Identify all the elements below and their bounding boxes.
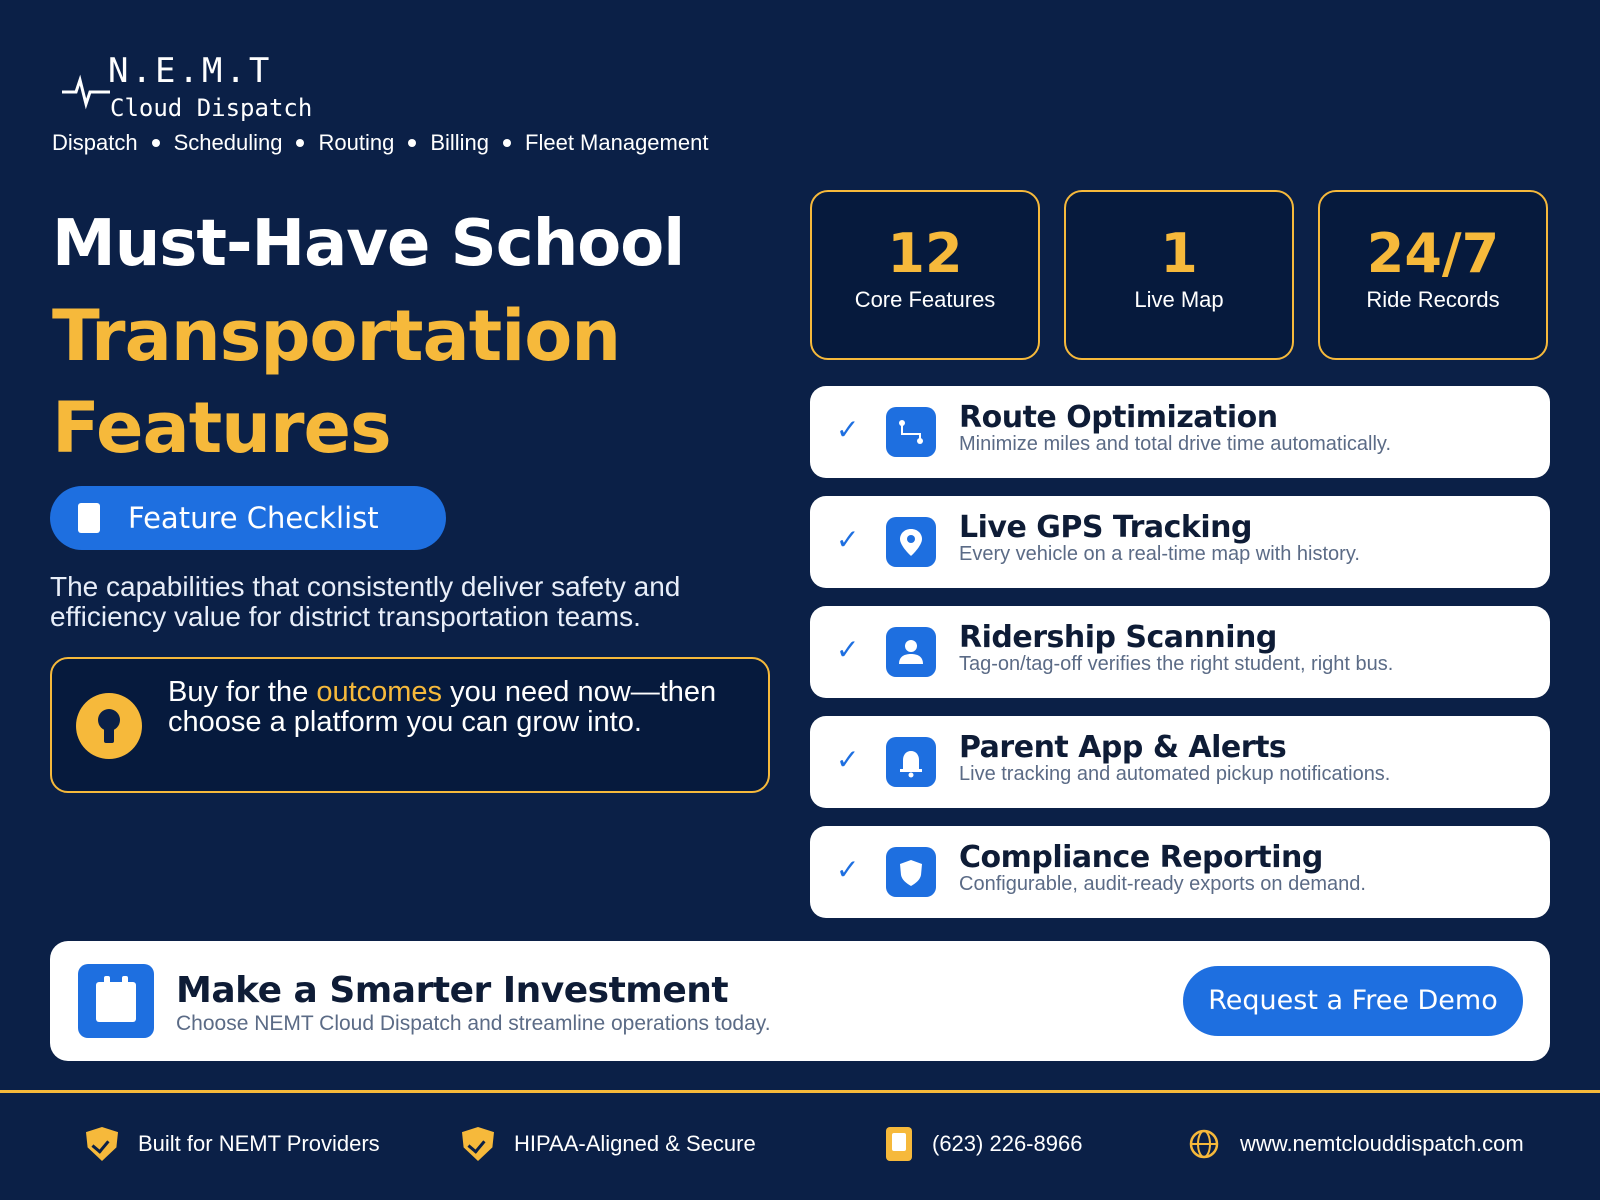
stat-label: Ride Records bbox=[1366, 287, 1500, 312]
document-icon bbox=[78, 503, 100, 533]
checkmark-icon: ✓ bbox=[836, 853, 860, 886]
checkmark-icon: ✓ bbox=[836, 743, 860, 776]
bullet-dot bbox=[152, 139, 160, 147]
footer-divider bbox=[0, 1090, 1600, 1093]
feature-card-parent-app-alerts bbox=[810, 716, 1550, 808]
stat-card bbox=[1318, 190, 1548, 360]
feature-description: Live tracking and automated pickup notifications. bbox=[959, 763, 1391, 785]
feature-title: Parent App & Alerts bbox=[959, 730, 1287, 765]
shield-check-icon bbox=[86, 1127, 118, 1161]
footer-text: Built for NEMT Providers bbox=[138, 1131, 380, 1156]
service-tagline bbox=[52, 128, 708, 158]
person-icon bbox=[886, 627, 936, 677]
title-line-1: Must-Have School bbox=[52, 207, 685, 281]
title-line-3: Features bbox=[52, 387, 391, 469]
route-icon bbox=[886, 407, 936, 457]
tip-text-part: you need now—then choose a platform you can grow into. bbox=[168, 676, 717, 738]
shield-icon bbox=[886, 847, 936, 897]
feature-description: Configurable, audit-ready exports on demand. bbox=[959, 873, 1366, 895]
footer-item-nemt bbox=[86, 1126, 380, 1162]
stat-card bbox=[1064, 190, 1294, 360]
feature-description: Every vehicle on a real-time map with history. bbox=[959, 543, 1360, 565]
tip-text-part: Buy for the bbox=[168, 676, 317, 708]
stat-value: 24/7 bbox=[1366, 222, 1500, 285]
feature-title: Ridership Scanning bbox=[959, 620, 1277, 655]
tagline-item: Routing bbox=[318, 130, 395, 155]
footer-item-hipaa bbox=[462, 1126, 756, 1162]
footer-text: HIPAA-Aligned & Secure bbox=[514, 1131, 756, 1156]
feature-checklist-pill bbox=[50, 486, 446, 550]
feature-title: Live GPS Tracking bbox=[959, 510, 1252, 545]
keyhole-icon bbox=[76, 693, 142, 759]
cta-subtitle: Choose NEMT Cloud Dispatch and streamline operations today. bbox=[176, 1012, 771, 1035]
feature-description: Minimize miles and total drive time automatically. bbox=[959, 433, 1392, 455]
stat-label: Live Map bbox=[1134, 287, 1224, 312]
checkmark-icon: ✓ bbox=[836, 523, 860, 556]
globe-icon bbox=[1188, 1127, 1220, 1161]
phone-number[interactable]: (623) 226-8966 bbox=[932, 1131, 1083, 1156]
stat-card bbox=[810, 190, 1040, 360]
checkmark-icon: ✓ bbox=[836, 633, 860, 666]
cta-banner bbox=[50, 941, 1550, 1061]
heartbeat-icon bbox=[62, 70, 112, 110]
stat-value: 1 bbox=[1160, 222, 1198, 285]
logo-title: N.E.M.T bbox=[108, 51, 273, 91]
request-demo-button[interactable]: Request a Free Demo bbox=[1183, 966, 1523, 1036]
feature-card-live-gps-tracking bbox=[810, 496, 1550, 588]
feature-card-route-optimization bbox=[810, 386, 1550, 478]
tip-text bbox=[168, 677, 748, 737]
bullet-dot bbox=[296, 139, 304, 147]
feature-card-compliance-reporting bbox=[810, 826, 1550, 918]
calendar-icon bbox=[78, 964, 154, 1038]
stat-value: 12 bbox=[887, 222, 963, 285]
tagline-item: Dispatch bbox=[52, 130, 138, 155]
pill-label: Feature Checklist bbox=[128, 501, 379, 535]
title-line-2: Transportation bbox=[52, 295, 621, 377]
tip-highlight: outcomes bbox=[316, 676, 443, 708]
website-link[interactable]: www.nemtclouddispatch.com bbox=[1240, 1131, 1524, 1156]
intro-text: The capabilities that consistently deliver safety and efficiency value for district transportation teams. bbox=[50, 571, 681, 632]
bell-icon bbox=[886, 737, 936, 787]
location-pin-icon bbox=[886, 517, 936, 567]
tip-callout bbox=[50, 657, 770, 793]
page-title bbox=[52, 198, 772, 474]
tagline-item: Fleet Management bbox=[525, 130, 709, 155]
phone-icon bbox=[886, 1127, 912, 1161]
footer-item-phone[interactable] bbox=[886, 1126, 1082, 1162]
checkmark-icon: ✓ bbox=[836, 413, 860, 446]
footer-item-website[interactable] bbox=[1188, 1126, 1524, 1162]
feature-title: Route Optimization bbox=[959, 400, 1278, 435]
brand-logo bbox=[62, 52, 342, 124]
feature-card-ridership-scanning bbox=[810, 606, 1550, 698]
shield-check-icon bbox=[462, 1127, 494, 1161]
feature-title: Compliance Reporting bbox=[959, 840, 1323, 875]
feature-description: Tag-on/tag-off verifies the right student, right bus. bbox=[959, 653, 1394, 675]
tagline-item: Scheduling bbox=[173, 130, 283, 155]
cta-title: Make a Smarter Investment bbox=[176, 970, 729, 1011]
tagline-item: Billing bbox=[430, 130, 490, 155]
bullet-dot bbox=[408, 139, 416, 147]
logo-subtitle: Cloud Dispatch bbox=[110, 94, 313, 122]
stat-label: Core Features bbox=[854, 287, 996, 312]
bullet-dot bbox=[503, 139, 511, 147]
